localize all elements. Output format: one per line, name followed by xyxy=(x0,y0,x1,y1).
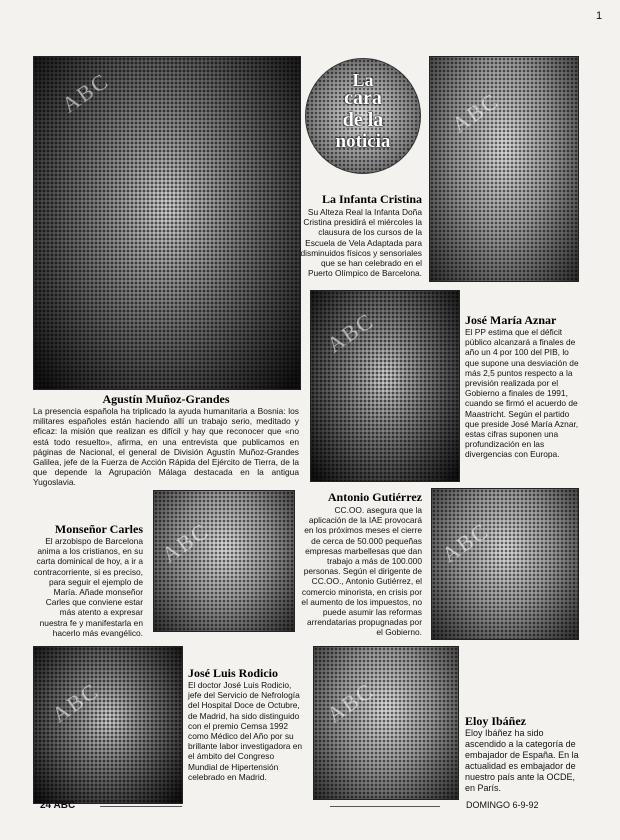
watermark: ABC xyxy=(57,67,114,118)
munoz-grandes-photo xyxy=(33,56,301,390)
footer-date: DOMINGO 6-9-92 xyxy=(466,800,539,810)
page-number-top: 1 xyxy=(596,10,603,22)
watermark: ABC xyxy=(157,517,214,568)
footer-rule-right xyxy=(330,806,440,807)
ibanez-photo xyxy=(313,646,459,800)
watermark: ABC xyxy=(322,677,379,728)
watermark: ABC xyxy=(322,307,379,358)
infanta-cristina-photo xyxy=(429,56,579,282)
carles-photo xyxy=(153,490,295,632)
seal-line1: La xyxy=(352,70,374,90)
gutierrez-name: Antonio Gutiérrez xyxy=(327,490,422,504)
carles-text: El arzobispo de Barcelona anima a los cristianos, en su carta dominical de hoy, a ir a contracorriente, si es preciso, para seguir el ejemplo de María. Añade monseñor Carles que conviene estar más atento a expresar nuestra fe y manifestarla en hacerlo más evangélico. xyxy=(33,536,143,638)
aznar-name: José María Aznar xyxy=(465,313,557,327)
watermark: ABC xyxy=(447,87,504,138)
watermark: ABC xyxy=(47,677,104,728)
rodicio-name: José Luis Rodicio xyxy=(188,666,279,680)
watermark: ABC xyxy=(437,517,494,568)
seal-line4: noticia xyxy=(335,131,391,152)
aznar-photo xyxy=(310,290,460,482)
munoz-grandes-name: Agustín Muñoz-Grandes xyxy=(102,392,230,406)
seal-line2: cara xyxy=(344,87,382,109)
infanta-text: Su Alteza Real la Infanta Doña Cristina presidirá el miércoles la clausura de los cursos de la Escuela de Vela Adaptada para disminuidos físicos y sensoriales que se han celebrado en el Puerto Olímpico de Barcelona. xyxy=(300,207,422,279)
carles-name: Monseñor Carles xyxy=(54,522,143,536)
footer-page-label: 24 ABC xyxy=(40,800,76,811)
ibanez-text: Eloy Ibáñez ha sido ascendido a la categoría de embajador de España. En la actualidad es embajador de nuestro país ante la OCDE, en París. xyxy=(465,728,579,793)
ibanez-name: Eloy Ibáñez xyxy=(465,714,527,728)
munoz-grandes-text: La presencia española ha triplicado la ayuda humanitaria a Bosnia: los militares españoles están haciendo allí un trabajo serio, meditado y eficaz: la misión que realizan es difícil y hay que reconocer que «no está todo resuelto», afirma, en una entrevista que publicamos en páginas de Nacional, el general de División Agustín Muñoz-Grandes Galilea, jefe de la Fuerza de Acción Rápida del Ejército de Tierra, de la que depende la Agrupación Málaga destacada en la antigua Yugoslavia. xyxy=(33,406,299,488)
rodicio-text: El doctor José Luis Rodicio, jefe del Servicio de Nefrología del Hospital Doce de Octubre, de Madrid, ha sido distinguido con el premio Cemsa 1992 como Médico del Año por su brillante labor investigadora en el ámbito del Congreso Mundial de Hipertensión celebrado en Madrid. xyxy=(188,680,303,782)
aznar-text: El PP estima que el déficit público alcanzará a finales de año un 4 por 100 del PIB, lo que supone una desviación de más 2,5 puntos respecto a la previsión realizada por el Gobierno a finales de 1991, cuando se firmó el acuerdo de Maastricht. Según el partido que preside José María Aznar, estas cifras suponen una profundización en las divergencias con Europa. xyxy=(465,327,579,460)
infanta-name: La Infanta Cristina xyxy=(321,192,422,206)
gutierrez-text: CC.OO. asegura que la aplicación de la IAE provocará en los próximos meses el cierre de cerca de 50.000 pequeñas empresas marbellesas que dan trabajo a más de 100.000 personas. Según el dirigente de CC.OO., Antonio Gutiérrez, el comercio minorista, en crisis por el aumento de los impuestos, no puede asumir las reformas arrendatarias propugnadas por el Gobierno. xyxy=(301,505,422,638)
footer-rule-left xyxy=(100,806,182,807)
gutierrez-photo xyxy=(431,488,579,640)
rodicio-photo xyxy=(33,646,183,804)
la-cara-de-la-noticia-seal xyxy=(305,58,421,174)
seal-line3: de la xyxy=(342,109,384,131)
